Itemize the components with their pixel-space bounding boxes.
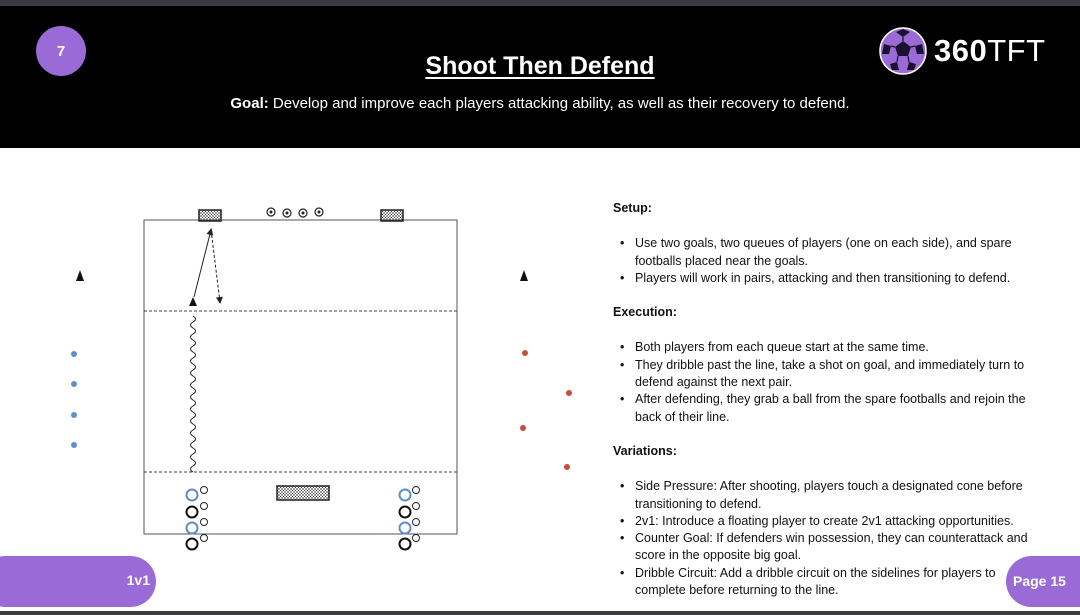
section-tab [0,556,156,607]
goal-label: Goal: [230,95,269,112]
logo-wordmark [934,33,1046,69]
logo-text-bold: 360 [934,33,988,68]
cone-right [520,270,528,281]
variations-list [613,478,1043,599]
list-item: • Dribble Circuit: Add a dribble circuit on the sidelines for players to complete before returning to the line. [613,565,1043,600]
setup-heading: Setup: [613,201,652,215]
spare-footballs [267,208,323,217]
drill-diagram [0,150,600,560]
bottom-strip [0,611,1080,615]
list-item: • They dribble past the line, take a shot on goal, and immediately turn to defend against the next pair. [613,357,1043,392]
logo-text-light: TFT [987,33,1046,68]
list-item: • Side Pressure: After shooting, players touch a designated cone before transitioning to defend. [613,478,1043,513]
list-item: • Both players from each queue start at the same time. [613,339,1043,356]
brand-logo [878,26,1046,76]
list-item: • Use two goals, two queues of players (one on each side), and spare footballs placed near the goals. [613,235,1043,270]
page-number: Page 15 [1013,573,1066,589]
execution-list [613,339,1043,425]
list-item: • Counter Goal: If defenders win possession, they can counterattack and score in the opposite big goal. [613,530,1043,565]
execution-heading: Execution: [613,305,677,320]
instructions-panel [613,200,1043,599]
dribble-path [191,316,196,472]
page-number-tab [1006,556,1080,607]
shot-arrow [194,230,211,297]
page-title: Shoot Then Defend [425,52,655,80]
small-goal-left [199,210,221,221]
section-label: 1v1 [126,572,150,588]
football-logo-icon [878,26,928,76]
list-item: • 2v1: Introduce a floating player to create 2v1 attacking opportunities. [613,513,1043,530]
right-queue [400,487,420,550]
recovery-arrow [211,230,220,302]
page-badge: 7 [36,26,86,76]
list-item: • After defending, they grab a ball from the spare footballs and rejoin the back of their line. [613,391,1043,426]
goal-line [0,95,1080,112]
cone-left [76,270,84,281]
left-queue [187,487,208,550]
goal-text: Develop and improve each players attacking ability, as well as their recovery to defend. [268,95,850,112]
list-item: • Players will work in pairs, attacking and then transitioning to defend. [613,270,1043,287]
red-players [520,350,572,470]
variations-heading: Variations: [613,443,677,458]
blue-players [71,351,77,448]
setup-list [613,235,1043,287]
small-goal-right [381,210,403,221]
big-goal [277,486,329,500]
cone-center [189,297,197,306]
